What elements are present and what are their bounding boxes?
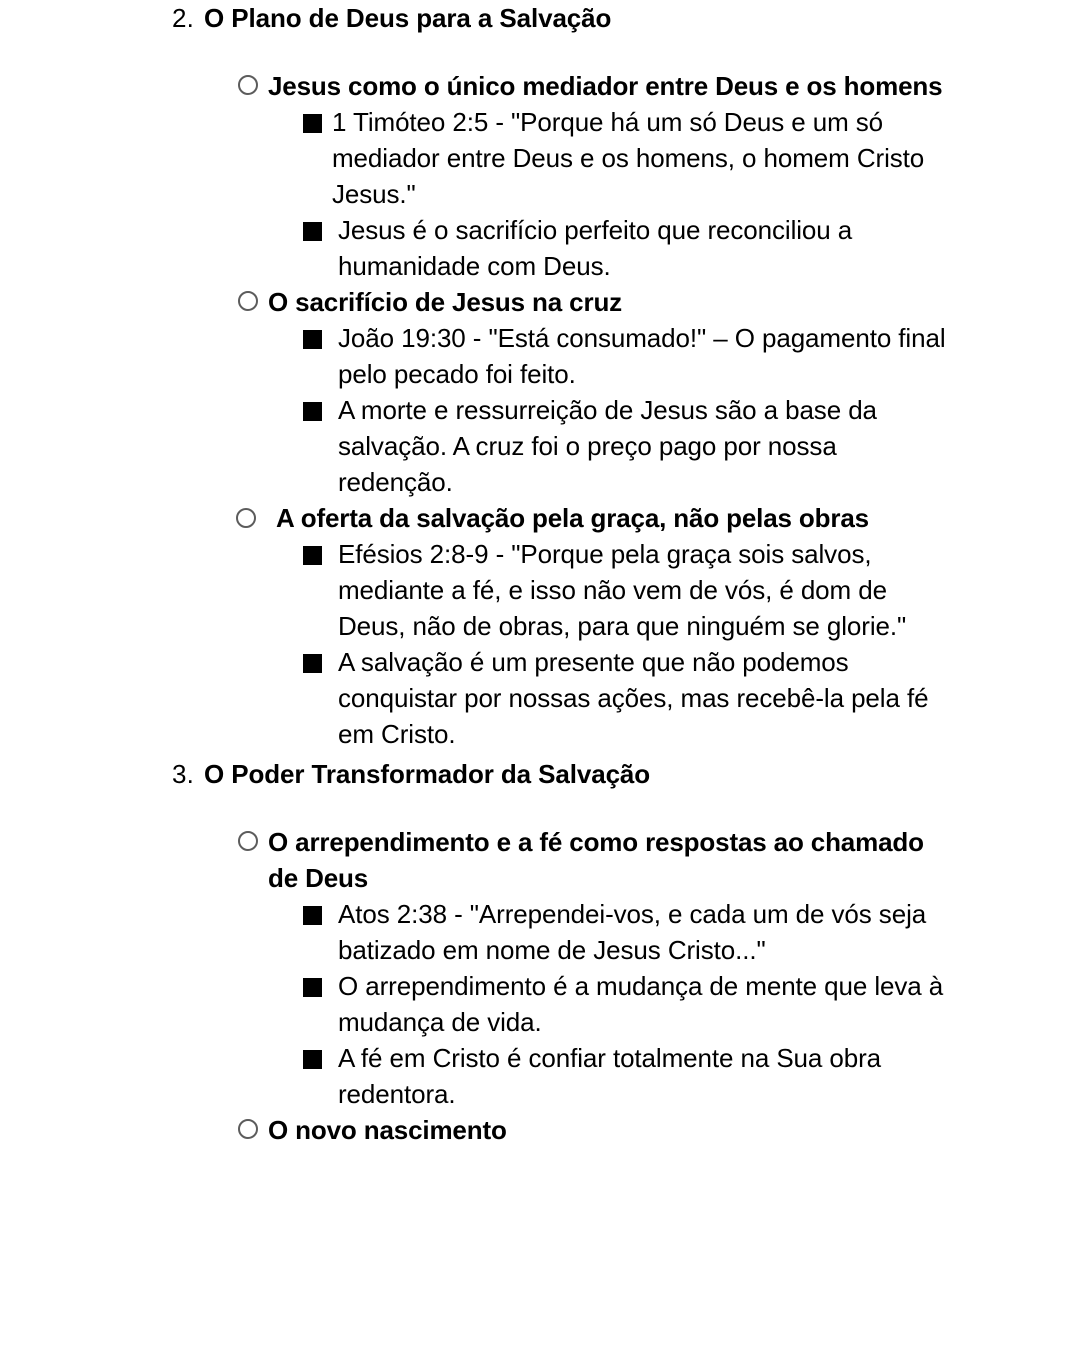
- circle-outline-icon: [238, 75, 258, 95]
- circle-outline-icon: [238, 291, 258, 311]
- outline-item-level3-label: A salvação é um presente que não podemos conquistar por nossas ações, mas recebê-la pela fé em Cristo.: [338, 647, 929, 749]
- section-heading: [0, 756, 1080, 792]
- outline-item-level3[interactable]: [0, 104, 1080, 212]
- outline-item-level3-label: João 19:30 - "Está consumado!" – O pagamento final pelo pecado foi feito.: [338, 323, 946, 389]
- outline-item-level2-label: O arrependimento e a fé como respostas ao chamado de Deus: [268, 827, 924, 893]
- outline-item-level2-label: Jesus como o único mediador entre Deus e os homens: [268, 71, 943, 101]
- outline-item-level2-label: O novo nascimento: [268, 1115, 507, 1145]
- outline-item-level2[interactable]: [0, 824, 1080, 896]
- outline-item-level3[interactable]: [0, 1040, 1080, 1112]
- circle-outline-icon: [238, 1119, 258, 1139]
- outline-item-level3[interactable]: [0, 536, 1080, 644]
- circle-outline-icon: [238, 831, 258, 851]
- outline-item-level3[interactable]: [0, 320, 1080, 392]
- spacer: [0, 36, 1080, 68]
- square-filled-icon: [303, 114, 322, 133]
- outline-level2-list: [0, 824, 1080, 1148]
- outline-item-level3-label: O arrependimento é a mudança de mente que leva à mudança de vida.: [338, 971, 944, 1037]
- outline-item-level2-label: O sacrifício de Jesus na cruz: [268, 287, 623, 317]
- square-filled-icon: [303, 1050, 322, 1069]
- outline-item-level3-label: Efésios 2:8-9 - "Porque pela graça sois salvos, mediante a fé, e isso não vem de vós, é dom de Deus, não de obras, para que ninguém se glorie.": [338, 539, 907, 641]
- square-filled-icon: [303, 330, 322, 349]
- section-title: O Plano de Deus para a Salvação: [204, 3, 612, 33]
- outline-item-level3[interactable]: [0, 896, 1080, 968]
- outline-item-level3[interactable]: [0, 968, 1080, 1040]
- outline-item-level3-label: Jesus é o sacrifício perfeito que reconciliou a humanidade com Deus.: [338, 215, 853, 281]
- circle-outline-icon: [236, 508, 256, 528]
- outline-item-level3-label: A morte e ressurreição de Jesus são a base da salvação. A cruz foi o preço pago por nossa redenção.: [338, 395, 877, 497]
- section-number: 3.: [172, 759, 195, 789]
- outline-item-level3-label: Atos 2:38 - "Arrependei-vos, e cada um de vós seja batizado em nome de Jesus Cristo...": [338, 899, 927, 965]
- section-heading: [0, 0, 1080, 36]
- outline-item-level2-label: A oferta da salvação pela graça, não pelas obras: [276, 503, 869, 533]
- section-number: 2.: [172, 3, 195, 33]
- outline-item-level3-label: A fé em Cristo é confiar totalmente na Sua obra redentora.: [338, 1043, 882, 1109]
- outline-item-level3[interactable]: [0, 392, 1080, 500]
- outline-level3-list: [0, 536, 1080, 752]
- outline-item-level3[interactable]: [0, 644, 1080, 752]
- outline-item-level2[interactable]: [0, 68, 1080, 104]
- outline-level3-list: [0, 104, 1080, 284]
- outline-item-level2[interactable]: [0, 284, 1080, 320]
- square-filled-icon: [303, 546, 322, 565]
- square-filled-icon: [303, 978, 322, 997]
- square-filled-icon: [303, 654, 322, 673]
- section-title: O Poder Transformador da Salvação: [204, 759, 651, 789]
- outline-item-level3[interactable]: [0, 212, 1080, 284]
- outline-level2-list: [0, 68, 1080, 752]
- outline-level3-list: [0, 896, 1080, 1112]
- square-filled-icon: [303, 402, 322, 421]
- square-filled-icon: [303, 906, 322, 925]
- square-filled-icon: [303, 222, 322, 241]
- spacer: [0, 792, 1080, 824]
- section-block: [0, 756, 1080, 1148]
- outline-item-level2[interactable]: [0, 1112, 1080, 1148]
- outline-item-level3-label: 1 Timóteo 2:5 - "Porque há um só Deus e um só mediador entre Deus e os homens, o homem Cristo Jesus.": [332, 107, 925, 209]
- outline-item-level2[interactable]: [0, 500, 1080, 536]
- outline-level3-list: [0, 320, 1080, 500]
